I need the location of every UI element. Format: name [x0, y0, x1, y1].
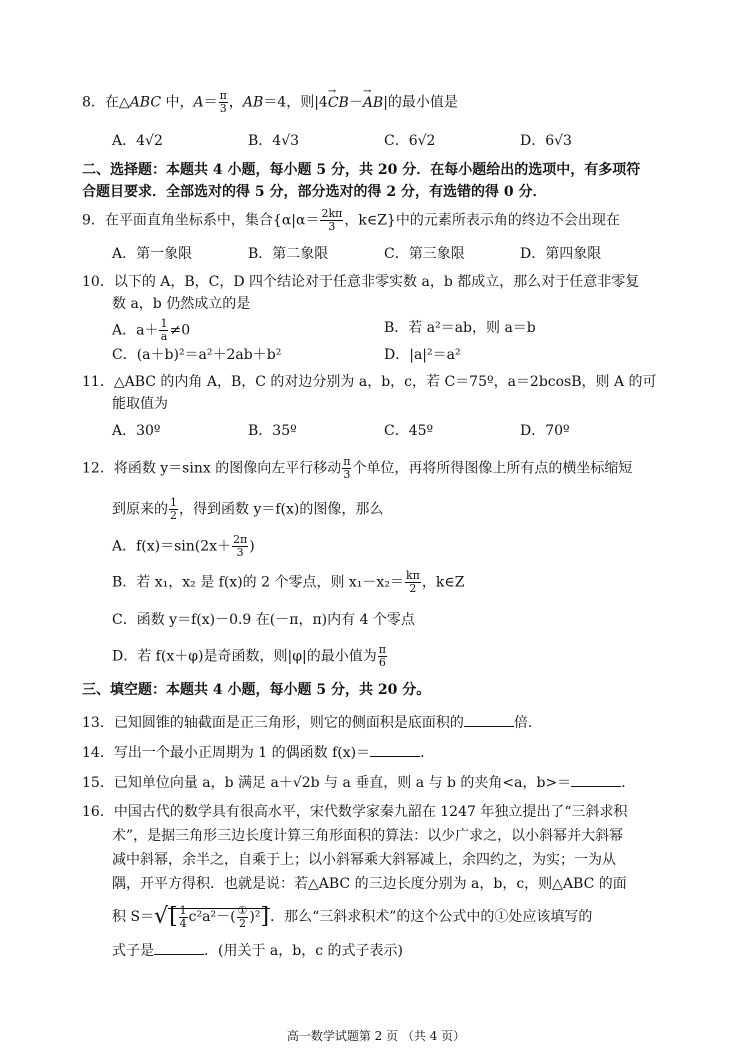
q8-option-d: D．6√3 [520, 133, 572, 149]
fraction-1-over-a: $\frac{1}{a}$ [160, 317, 168, 343]
question-12-line1: 12．将函数 y＝sinx 的图像向左平行移动 $\frac{\pi}{3}$ 个单位，再将所得图像上所有点的横坐标缩短 [82, 455, 633, 481]
q9-option-d: D．第四象限 [520, 246, 602, 262]
page-footer: 高一数学试题第 2 页 （共 4 页） [286, 1029, 466, 1043]
answer-blank[interactable] [571, 772, 621, 787]
q11-option-c: C．45º [384, 423, 434, 439]
vector-ab: → AB [363, 93, 383, 113]
q11-option-b: B．35º [248, 423, 297, 439]
fraction-kpi-over-2: $\frac{k\pi}{2}$ [405, 569, 420, 595]
q12-option-b: B．若 x₁，x₂ 是 f(x)的 2 个零点，则 x₁－x₂＝ $\frac{k\pi}{2}$ ，k∈Z [112, 569, 465, 595]
q8-option-b: B．4√3 [248, 133, 300, 149]
question-16-line3: 减中斜幂，余半之，自乘于上；以小斜幂乘大斜幂减上，余四约之，为实；一为从 [112, 852, 616, 868]
question-10-line1: 10．以下的 A，B，C，D 四个结论对于任意非零实数 a，b 都成立，那么对于任意非零复 [82, 274, 640, 290]
answer-blank[interactable] [464, 712, 514, 727]
fraction-2kpi-over-3: $\frac{2k\pi}{3}$ [321, 207, 343, 233]
section-3-heading: 三、填空题：本题共 4 小题，每小题 5 分，共 20 分。 [82, 682, 431, 698]
fraction-pi-over-3: $\frac{\pi}{3}$ [219, 89, 227, 115]
question-16-line1: 16．中国古代的数学具有很高水平，宋代数学家秦九韶在 1247 年独立提出了“三斜求积 [82, 804, 628, 820]
question-16-line6: 式子是 ．(用关于 a，b，c 的式子表示) [112, 940, 403, 961]
question-11-line2: 能取值为 [112, 396, 168, 412]
question-16-formula-line: 积 S＝√[ $\frac{1}{4}$ c²a²－( $\frac{\text{①}}{2}$ )²]．那么“三斜求积术”的这个公式中的①处应该填写的 [112, 903, 593, 930]
answer-blank[interactable] [154, 940, 204, 955]
fraction-pi-over-6: $\frac{\pi}{6}$ [378, 643, 386, 669]
q8-option-c: C．6√2 [384, 133, 436, 149]
question-15: 15．已知单位向量 a，b 满足 a＋√2b 与 a 垂直，则 a 与 b 的夹角<a，b>＝ ． [82, 772, 635, 793]
question-14: 14．写出一个最小正周期为 1 的偶函数 f(x)＝ ． [82, 742, 434, 763]
fraction-pi-over-3: $\frac{\pi}{3}$ [343, 455, 351, 481]
q10-option-a: A．a＋ $\frac{1}{a}$ ≠0 [112, 317, 191, 343]
q12-option-d: D．若 f(x＋φ)是奇函数，则|φ|的最小值为 $\frac{\pi}{6}$ [112, 643, 386, 669]
q9-option-a: A．第一象限 [112, 246, 193, 262]
question-16-line2: 术”，是据三角形三边长度计算三角形面积的算法：以少广求之，以小斜幂并大斜幂 [112, 828, 624, 844]
q10-option-d: D．|a|²＝a² [384, 347, 461, 363]
answer-blank[interactable] [370, 742, 420, 757]
q11-option-d: D．70º [520, 423, 570, 439]
q12-option-c: C．函数 y＝f(x)－0.9 在(－π，π)内有 4 个零点 [112, 612, 415, 628]
question-10-line2: 数 a，b 仍然成立的是 [112, 296, 251, 312]
fraction-1-over-2: $\frac{1}{2}$ [170, 496, 177, 522]
section-2-heading: 二、选择题：本题共 4 小题，每小题 5 分，共 20 分．在每小题给出的选项中，有多项符 [82, 162, 641, 178]
fraction-2pi-over-3: $\frac{2\pi}{3}$ [233, 533, 248, 559]
vector-cb: → CB [328, 93, 349, 113]
q10-option-b: B．若 a²＝ab，则 a＝b [384, 320, 536, 336]
q9-option-c: C．第三象限 [384, 246, 465, 262]
question-11-line1: 11．△ABC 的内角 A，B，C 的对边分别为 a，b，c，若 C＝75º，a＝2bcosB，则 A 的可 [82, 374, 657, 390]
q8-option-a: A．4√2 [112, 133, 163, 149]
question-13: 13．已知圆锥的轴截面是正三角形，则它的侧面积是底面积的 倍． [82, 712, 542, 733]
question-8: 8．在△ABC 中，A＝ $\frac{\pi}{3}$ ，AB＝4，则|4→ CB－→ AB|的最小值是 [82, 90, 458, 115]
sqrt-sign: √ [154, 904, 169, 929]
formula-radicand: [ $\frac{1}{4}$ c²a²－( $\frac{\text{①}}{2}$ )²] [169, 903, 270, 930]
section-2-heading-cont: 合题目要求．全部选对的得 5 分，部分选对的得 2 分，有选错的得 0 分． [82, 184, 547, 200]
question-16-line4: 隅，开平方得积．也就是说：若△ABC 的三边长度分别为 a，b，c，则△ABC 的面 [112, 876, 627, 892]
question-12-line2: 到原来的 $\frac{1}{2}$ ，得到函数 y＝f(x)的图像，那么 [112, 496, 384, 522]
q11-option-a: A．30º [112, 423, 161, 439]
q10-option-c: C．(a＋b)²＝a²＋2ab＋b² [112, 347, 282, 363]
q12-option-a: A．f(x)＝sin(2x＋ $\frac{2\pi}{3}$ ) [112, 533, 255, 559]
question-9: 9．在平面直角坐标系中，集合{α|α＝ $\frac{2k\pi}{3}$ ，k∈Z}中的元素所表示角的终边不会出现在 [82, 207, 620, 233]
q9-option-b: B．第二象限 [248, 246, 329, 262]
